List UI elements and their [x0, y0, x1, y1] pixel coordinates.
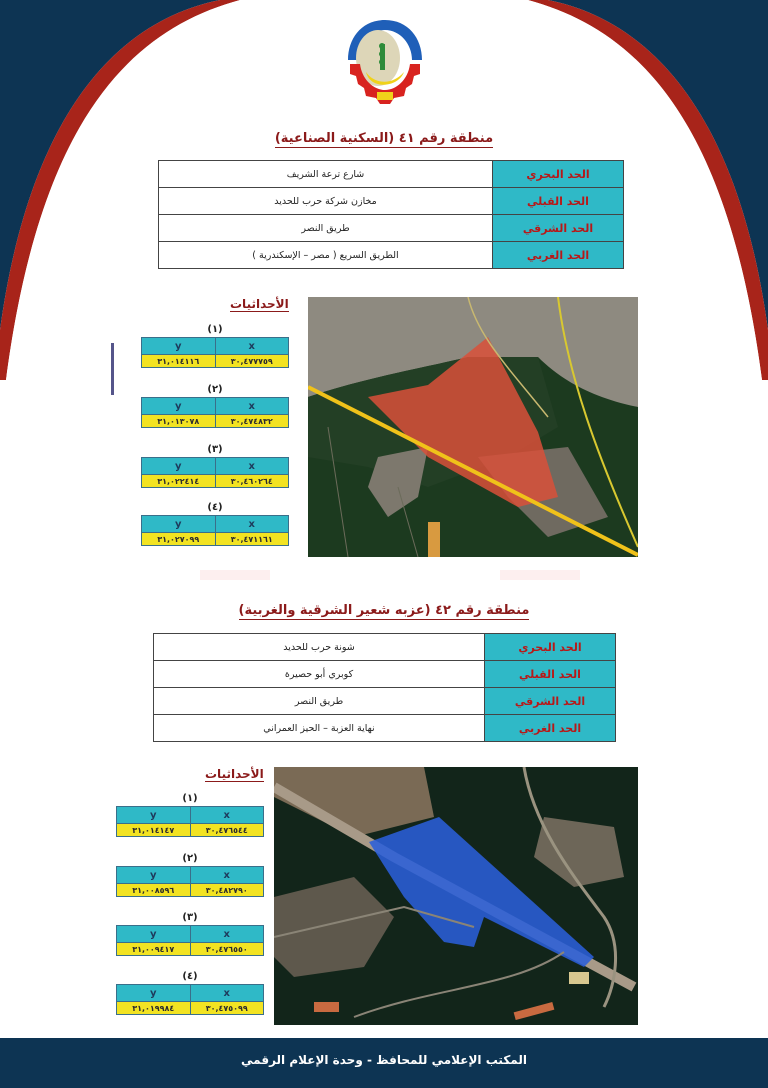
- bound-value: الطريق السريع ( مصر – الإسكندرية ): [159, 242, 493, 269]
- scan-artifact: [500, 570, 580, 580]
- bound-label: الحد القبلي: [485, 661, 616, 688]
- y-header: y: [142, 458, 216, 475]
- coordinate-number: (٤): [207, 502, 223, 513]
- x-value: ٣٠,٤٧٤٨٣٢: [215, 415, 289, 428]
- zone-41-bounds-table: [158, 160, 624, 269]
- coordinate-number: (٣): [207, 444, 223, 455]
- x-header: x: [190, 926, 264, 943]
- coordinate-block: [141, 443, 289, 488]
- coordinate-block: [116, 792, 264, 837]
- zone-41-title: منطقة رقم ٤١ (السكنية الصناعية): [274, 131, 494, 146]
- coordinate-number: (١): [207, 324, 223, 335]
- x-value: ٣٠,٤٦٠٢٦٤: [215, 475, 289, 488]
- zone-41-coordinates-title: الأحداثيات: [230, 297, 289, 311]
- bound-row-north: [154, 634, 616, 661]
- bound-label: الحد الغربي: [485, 715, 616, 742]
- coordinate-number: (١): [182, 793, 198, 804]
- x-header: x: [215, 398, 289, 415]
- coordinate-block: [116, 852, 264, 897]
- y-value: ٣١,٠٠٨٥٩٦: [117, 884, 191, 897]
- bound-row-west: [159, 242, 624, 269]
- y-value: ٣١,٠١٩٩٨٤: [117, 1002, 191, 1015]
- y-value: ٣١,٠٢٢٤١٤: [142, 475, 216, 488]
- y-header: y: [142, 338, 216, 355]
- x-value: ٣٠,٤٨٢٧٩٠: [190, 884, 264, 897]
- bound-value: كوبري أبو حصيرة: [154, 661, 485, 688]
- x-value: ٣٠,٤٧١١٦١: [215, 533, 289, 546]
- x-header: x: [215, 516, 289, 533]
- bound-value: نهاية العزبة – الحيز العمراني: [154, 715, 485, 742]
- zone-42-coordinates-title: الأحداثيات: [205, 767, 264, 781]
- scan-artifact: [200, 570, 270, 580]
- coordinate-block: [116, 970, 264, 1015]
- zone-42-bounds-table: [153, 633, 616, 742]
- coordinate-number: (٢): [207, 384, 223, 395]
- bound-label: الحد الشرقي: [485, 688, 616, 715]
- bound-value: مخازن شركة حرب للحديد: [159, 188, 493, 215]
- x-value: ٣٠,٤٧٦٥٤٤: [190, 824, 264, 837]
- footer-text: المكتب الإعلامي للمحافظ - وحدة الإعلام الرقمي: [241, 1053, 527, 1067]
- bound-value: طريق النصر: [154, 688, 485, 715]
- y-header: y: [117, 807, 191, 824]
- y-value: ٣١,٠١٤١١٦: [142, 355, 216, 368]
- bound-label: الحد البحري: [485, 634, 616, 661]
- zone-41-satellite-map: [308, 297, 638, 557]
- coordinate-number: (٤): [182, 971, 198, 982]
- y-value: ٣١,٠٢٧٠٩٩: [142, 533, 216, 546]
- coordinate-number: (٢): [182, 853, 198, 864]
- footer-bar: [0, 1038, 768, 1088]
- y-header: y: [117, 985, 191, 1002]
- x-value: ٣٠,٤٧٦٥٥٠: [190, 943, 264, 956]
- coordinate-block: [116, 911, 264, 956]
- zone-42-title: منطقة رقم ٤٢ (عزبه شعير الشرقية والغربية): [238, 603, 530, 618]
- x-header: x: [215, 338, 289, 355]
- y-header: y: [117, 867, 191, 884]
- bound-value: شارع ترعة الشريف: [159, 161, 493, 188]
- bound-label: الحد الشرقي: [493, 215, 624, 242]
- governorate-emblem-icon: [340, 14, 430, 106]
- x-header: x: [190, 985, 264, 1002]
- bound-row-east: [159, 215, 624, 242]
- bound-value: طريق النصر: [159, 215, 493, 242]
- y-value: ٣١,٠١٤١٤٧: [117, 824, 191, 837]
- y-header: y: [142, 398, 216, 415]
- coordinate-number: (٣): [182, 912, 198, 923]
- margin-marker: [111, 343, 114, 395]
- bound-row-east: [154, 688, 616, 715]
- coordinate-block: [141, 501, 289, 546]
- y-header: y: [142, 516, 216, 533]
- bound-row-north: [159, 161, 624, 188]
- x-value: ٣٠,٤٧٥٠٩٩: [190, 1002, 264, 1015]
- y-header: y: [117, 926, 191, 943]
- coordinate-block: [141, 323, 289, 368]
- y-value: ٣١,٠٠٩٤١٧: [117, 943, 191, 956]
- bound-value: شونة حرب للحديد: [154, 634, 485, 661]
- zone-42-satellite-map: [274, 767, 638, 1025]
- y-value: ٣١,٠١٣٠٧٨: [142, 415, 216, 428]
- x-header: x: [190, 807, 264, 824]
- bound-label: الحد القبلي: [493, 188, 624, 215]
- x-header: x: [215, 458, 289, 475]
- bound-label: الحد البحري: [493, 161, 624, 188]
- bound-row-south: [154, 661, 616, 688]
- bound-row-west: [154, 715, 616, 742]
- bound-label: الحد الغربي: [493, 242, 624, 269]
- x-value: ٣٠,٤٧٧٧٥٩: [215, 355, 289, 368]
- x-header: x: [190, 867, 264, 884]
- coordinate-block: [141, 383, 289, 428]
- bound-row-south: [159, 188, 624, 215]
